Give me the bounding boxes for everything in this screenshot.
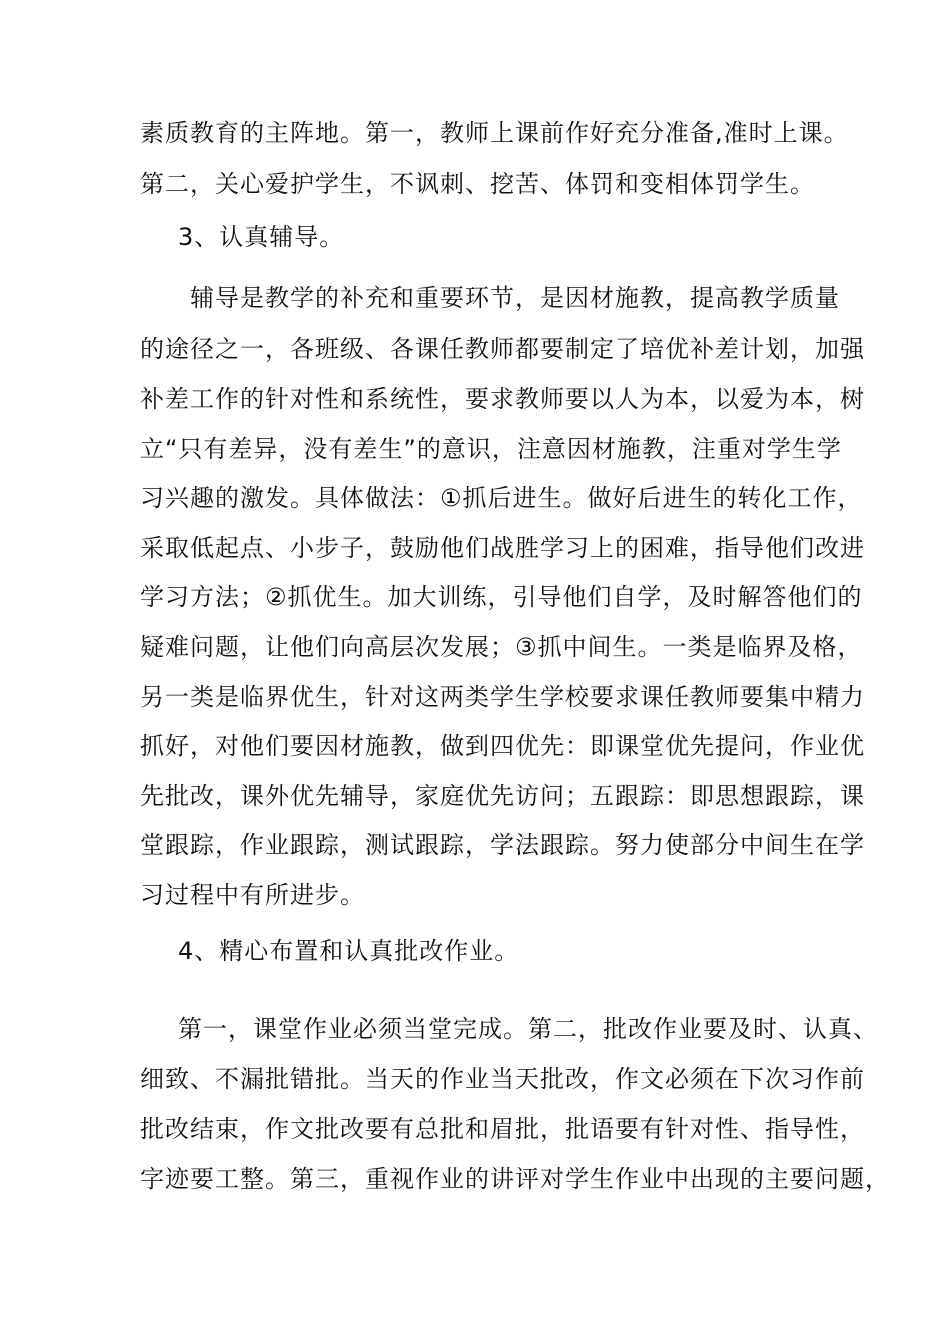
text-line: 疑难问题，让他们向高层次发展；③抓中间生。一类是临界及格， — [140, 633, 863, 661]
section-heading: 4、精心布置和认真批改作业。 — [178, 937, 520, 965]
text-line: 采取低起点、小步子，鼓励他们战胜学习上的困难，指导他们改进 — [140, 534, 865, 562]
text-line: 第一，课堂作业必须当堂完成。第二，批改作业要及时、认真、 — [178, 1015, 878, 1043]
text-line: 辅导是教学的补充和重要环节，是因材施教，提高教学质量 — [190, 284, 840, 312]
text-line: 立“只有差异，没有差生”的意识，注意因材施教，注重对学生学 — [140, 435, 842, 463]
text-line: 抓好，对他们要因材施教，做到四优先：即课堂优先提问，作业优 — [140, 732, 865, 760]
text-line: 补差工作的针对性和系统性，要求教师要以人为本，以爱为本，树 — [140, 385, 865, 413]
text-line: 先批改，课外优先辅导，家庭优先访问；五跟踪：即思想跟踪，课 — [140, 782, 865, 810]
text-line: 习兴趣的激发。具体做法：①抓后进生。做好后进生的转化工作， — [140, 484, 863, 512]
text-line: 习过程中有所进步。 — [140, 881, 365, 909]
text-line: 批改结束，作文批改要有总批和眉批，批语要有针对性、指导性， — [140, 1115, 865, 1143]
text-line: 另一类是临界优生，针对这两类学生学校要求课任教师要集中精力 — [140, 683, 865, 711]
text-line: 的途径之一，各班级、各课任教师都要制定了培优补差计划，加强 — [140, 335, 865, 363]
text-line: 堂跟踪，作业跟踪，测试跟踪，学法跟踪。努力使部分中间生在学 — [140, 831, 865, 859]
text-line: 学习方法；②抓优生。加大训练，引导他们自学，及时解答他们的 — [140, 583, 863, 611]
text-line: 素质教育的主阵地。第一，教师上课前作好充分准备,准时上课。 — [140, 119, 849, 147]
text-line: 细致、不漏批错批。当天的作业当天批改，作文必须在下次习作前 — [140, 1065, 865, 1093]
text-line: 字迹要工整。第三，重视作业的讲评对学生作业中出现的主要问题， — [140, 1165, 890, 1193]
text-line: 第二，关心爱护学生，不讽刺、挖苦、体罚和变相体罚学生。 — [140, 170, 815, 198]
section-heading: 3、认真辅导。 — [178, 223, 345, 251]
